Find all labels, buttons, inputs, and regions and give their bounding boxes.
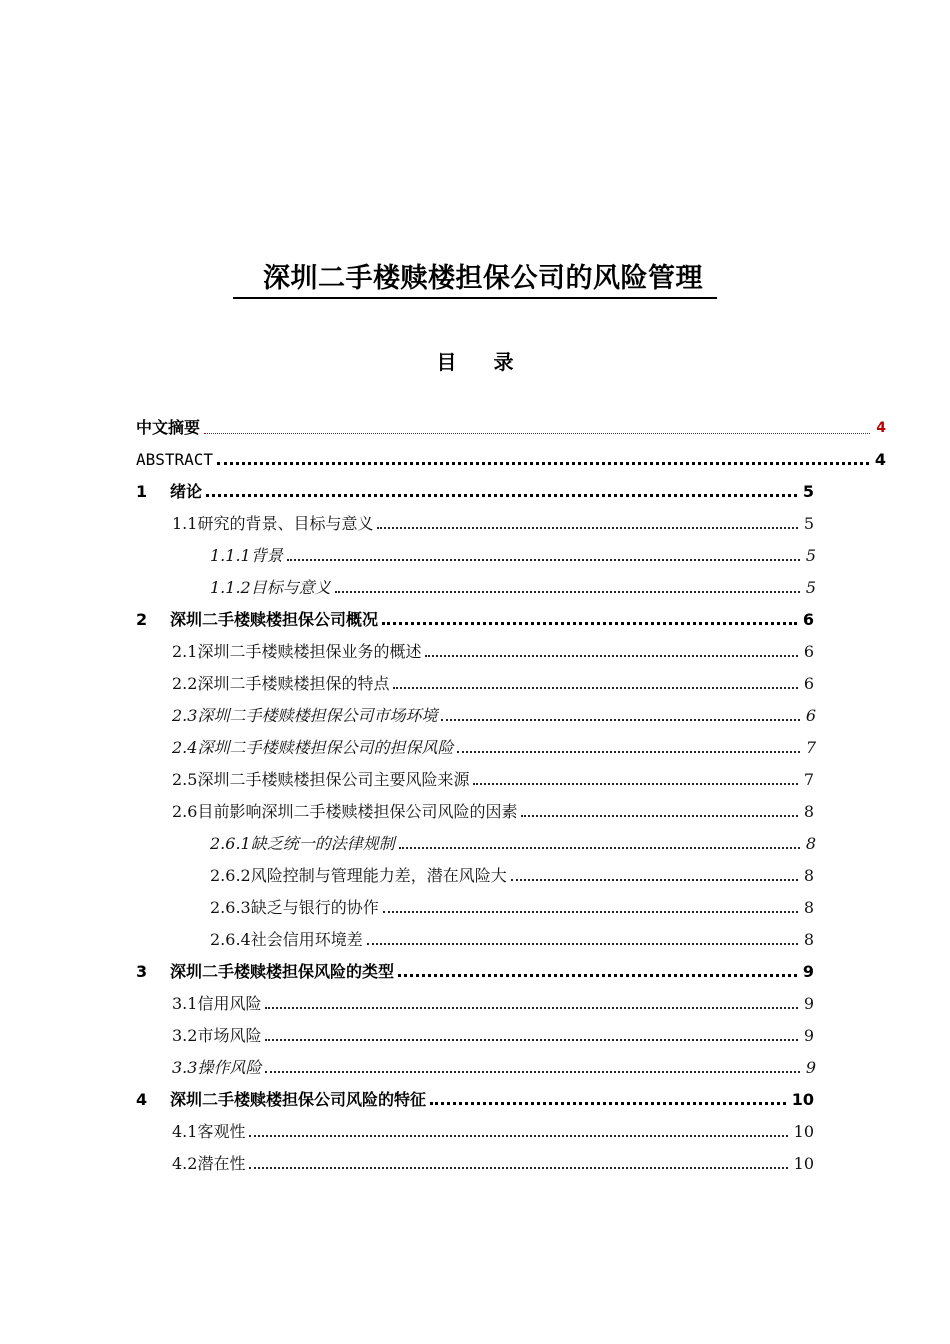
- toc-entry-label: 4.2潜在性: [172, 1154, 246, 1173]
- toc-leader-dots: [265, 1071, 799, 1073]
- toc-entry-label: 2.1深圳二手楼赎楼担保业务的概述: [172, 642, 422, 661]
- toc-entry-label: 2.6.4社会信用环境差: [210, 930, 363, 949]
- toc-entry-2-6-3[interactable]: [210, 894, 814, 918]
- toc-entry-chinese-abstract[interactable]: [136, 414, 886, 438]
- toc-entry-label: 2.2深圳二手楼赎楼担保的特点: [172, 674, 390, 693]
- toc-entry-label: 2.5深圳二手楼赎楼担保公司主要风险来源: [172, 770, 470, 789]
- toc-entry-label: 深圳二手楼赎楼担保公司风险的特征: [170, 1090, 427, 1109]
- toc-entry-page: 4: [876, 420, 886, 436]
- toc-entry-2-4[interactable]: [172, 734, 816, 758]
- toc-entry-label: 1.1.1背景: [210, 546, 283, 565]
- toc-heading: 目 录: [436, 350, 514, 374]
- toc-entry-label: 2.6.3缺乏与银行的协作: [210, 898, 379, 917]
- toc-entry-page: 10: [791, 1090, 814, 1109]
- document-title-text: 深圳二手楼赎楼担保公司的风险管理: [233, 256, 717, 299]
- toc-entry-1-1-2[interactable]: [210, 574, 816, 598]
- toc-entry-label: 2.4深圳二手楼赎楼担保公司的担保风险: [172, 738, 454, 757]
- toc-entry-page: 8: [803, 898, 814, 917]
- toc-entry-chapter-2[interactable]: [136, 606, 814, 630]
- toc-entry-2-6-4[interactable]: [210, 926, 814, 950]
- toc-entry-3-1[interactable]: [172, 990, 814, 1014]
- toc-entry-page: 5: [805, 578, 816, 597]
- toc-leader-dots: [457, 751, 799, 753]
- toc-entry-number: 3: [136, 962, 148, 981]
- toc-entry-chapter-1[interactable]: [136, 478, 814, 502]
- toc-leader-dots: [204, 433, 870, 434]
- toc-entry-label: 1.1.2目标与意义: [210, 578, 331, 597]
- toc-entry-label: 1.1研究的背景、目标与意义: [172, 514, 374, 533]
- toc-leader-dots: [511, 879, 798, 881]
- toc-leader-dots: [473, 783, 797, 785]
- toc-entry-number: 1: [136, 482, 148, 501]
- toc-leader-dots: [382, 622, 797, 625]
- toc-entry-page: 5: [802, 482, 814, 501]
- toc-entry-2-6[interactable]: [172, 798, 814, 822]
- toc-entry-page: 6: [802, 610, 814, 629]
- toc-entry-label: 2.6.1缺乏统一的法律规制: [210, 834, 395, 853]
- toc-entry-page: 6: [803, 674, 814, 693]
- toc-entry-number: 4: [136, 1090, 148, 1109]
- toc-leader-dots: [287, 559, 800, 561]
- toc-entry-chapter-3[interactable]: [136, 958, 814, 982]
- toc-entry-page: 5: [805, 546, 816, 565]
- toc-entry-2-2[interactable]: [172, 670, 814, 694]
- toc-entry-page: 8: [803, 802, 814, 821]
- toc-leader-dots: [249, 1135, 787, 1137]
- toc-entry-label: 3.3操作风险: [172, 1058, 262, 1077]
- toc-entry-page: 7: [805, 738, 816, 757]
- toc-entry-label: 深圳二手楼赎楼担保风险的类型: [170, 962, 395, 981]
- toc-entry-2-6-1[interactable]: [210, 830, 816, 854]
- toc-leader-dots: [393, 687, 797, 689]
- toc-entry-label: 4.1客观性: [172, 1122, 246, 1141]
- toc-entry-3-2[interactable]: [172, 1022, 814, 1046]
- toc-entry-4-1[interactable]: [172, 1118, 814, 1142]
- toc-leader-dots: [335, 591, 800, 593]
- toc-entry-2-5[interactable]: [172, 766, 814, 790]
- toc-entry-number: 2: [136, 610, 148, 629]
- toc-entry-label: 2.6.2风险控制与管理能力差，潜在风险大: [210, 866, 507, 885]
- toc-entry-label: 中文摘要: [136, 418, 201, 437]
- toc-leader-dots: [265, 1007, 797, 1009]
- toc-entry-label: ABSTRACT: [136, 450, 214, 469]
- toc-entry-label: 绪论: [170, 482, 203, 501]
- toc-entry-label: 深圳二手楼赎楼担保公司概况: [170, 610, 379, 629]
- toc-entry-page: 10: [793, 1154, 814, 1173]
- toc-entry-page: 9: [805, 1058, 816, 1077]
- toc-leader-dots: [441, 719, 799, 721]
- toc-leader-dots: [217, 462, 869, 465]
- toc-entry-chapter-4[interactable]: [136, 1086, 814, 1110]
- toc-entry-4-2[interactable]: [172, 1150, 814, 1174]
- toc-leader-dots: [383, 911, 798, 913]
- toc-leader-dots: [377, 527, 797, 529]
- toc-entry-page: 8: [805, 834, 816, 853]
- toc-entry-label: 2.3深圳二手楼赎楼担保公司市场环境: [172, 706, 438, 725]
- toc-entry-2-3[interactable]: [172, 702, 816, 726]
- toc-entry-page: 6: [805, 706, 816, 725]
- toc-leader-dots: [367, 943, 798, 945]
- toc-entry-page: 9: [803, 1026, 814, 1045]
- toc-leader-dots: [265, 1039, 797, 1041]
- toc-entry-page: 6: [803, 642, 814, 661]
- toc-entry-label: 3.1信用风险: [172, 994, 262, 1013]
- toc-leader-dots: [521, 815, 797, 817]
- toc-entry-label: 2.6目前影响深圳二手楼赎楼担保公司风险的因素: [172, 802, 518, 821]
- toc-entry-page: 8: [803, 930, 814, 949]
- toc-entry-page: 4: [874, 450, 886, 469]
- toc-entry-label: 3.2市场风险: [172, 1026, 262, 1045]
- toc-leader-dots: [425, 655, 797, 657]
- toc-entry-page: 9: [802, 962, 814, 981]
- toc-entry-page: 5: [803, 514, 814, 533]
- toc-entry-abstract[interactable]: [136, 446, 886, 470]
- toc-entry-page: 7: [803, 770, 814, 789]
- toc-leader-dots: [399, 847, 800, 849]
- toc-entry-page: 8: [803, 866, 814, 885]
- toc-leader-dots: [249, 1167, 787, 1169]
- toc-entry-2-1[interactable]: [172, 638, 814, 662]
- toc-leader-dots: [398, 974, 797, 977]
- toc-entry-1-1-1[interactable]: [210, 542, 816, 566]
- toc-entry-page: 9: [803, 994, 814, 1013]
- toc-entry-3-3[interactable]: [172, 1054, 816, 1078]
- toc-entry-page: 10: [793, 1122, 814, 1141]
- toc-entry-1-1[interactable]: [172, 510, 814, 534]
- toc-entry-2-6-2[interactable]: [210, 862, 814, 886]
- toc-leader-dots: [430, 1102, 786, 1105]
- toc-leader-dots: [206, 494, 797, 497]
